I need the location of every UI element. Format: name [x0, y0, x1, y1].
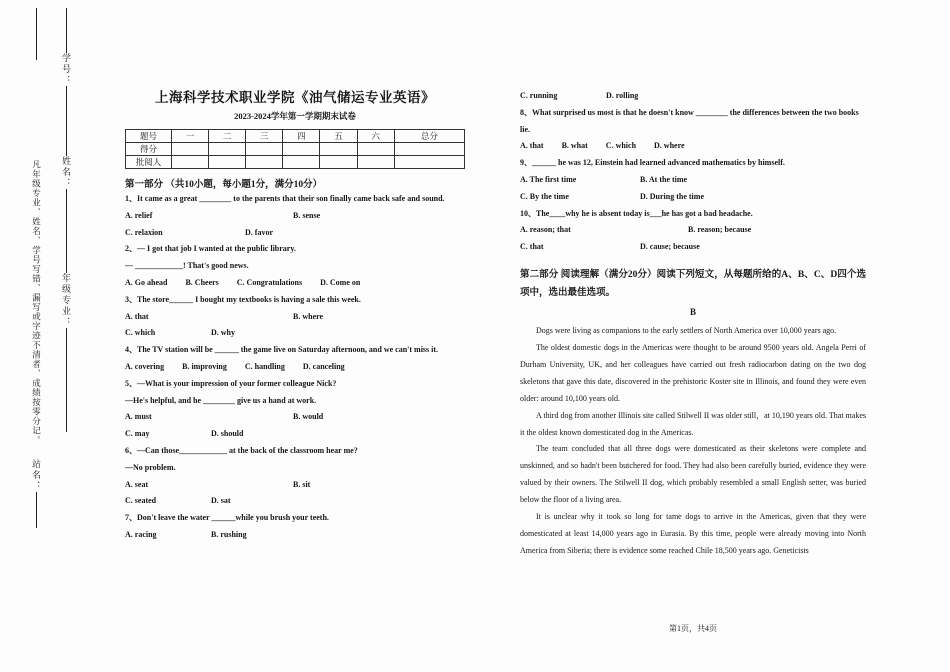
score-col-4: 四 [283, 130, 320, 143]
reading-passage [520, 323, 866, 560]
score-table-header-row [126, 130, 465, 143]
option-a: A. that [520, 141, 544, 151]
option-b: B. reason; because [688, 225, 752, 235]
option-row [125, 426, 465, 443]
seal-instruction-text: 凡年级专业、姓名、学号写错、漏写或字迹不清者、成绩按零分记。 [31, 160, 42, 445]
option-a: A. relief [125, 210, 153, 220]
part1-heading: 第一部分 （共10小题，每小题1分，满分10分） [125, 180, 323, 190]
option-d: D. why [211, 328, 236, 338]
score-col-5: 五 [320, 130, 357, 143]
score-row [126, 143, 465, 156]
name-field-label: 姓名： [61, 156, 71, 189]
option-d: D. During the time [640, 191, 704, 201]
station-blank-line [36, 492, 37, 528]
exam-title: 上海科学技术职业学院《油气储运专业英语》 [155, 90, 435, 105]
option-row [520, 239, 866, 256]
option-d: D. should [211, 429, 244, 439]
option-b: B. would [293, 412, 324, 422]
question-stem: —He's helpful, and he ________ give us a hand at work. [125, 395, 317, 405]
question-7 [125, 510, 465, 544]
option-b: B. At the time [640, 174, 688, 184]
option-row [520, 88, 866, 105]
score-col-3: 三 [246, 130, 283, 143]
option-c: C. that [520, 242, 544, 252]
question-stem: 6、—Can those____________ at the back of the classroom hear me? [125, 445, 358, 455]
passage-paragraph: It is unclear why it took so long for tame dogs to arrive in the Americas, given that they were domesticated at least 14,000 years ago in Eurasia. By this time, people were already moving into North America from Siberia; there is evidence some reached Chile 18,500 years ago. Geneticists [520, 512, 866, 556]
option-c: C. seated [125, 496, 157, 506]
exam-subtitle: 2023-2024学年第一学期期末试卷 [234, 111, 356, 121]
question-stem: 7、Don't leave the water ______while you brush your teeth. [125, 513, 329, 523]
option-b: B. sense [293, 210, 321, 220]
score-cell-empty [357, 156, 394, 169]
question-3 [125, 292, 465, 342]
score-cell-empty [320, 143, 357, 156]
question-stem: 9、______ he was 12, Einstein had learned advanced mathematics by himself. [520, 158, 785, 168]
option-b: B. Cheers [185, 277, 219, 287]
question-stem: 2、— I got that job I wanted at the public library. [125, 244, 296, 254]
passage-label: B [689, 307, 696, 317]
option-d: D. favor [245, 227, 273, 237]
score-cell-empty [283, 156, 320, 169]
left-column [125, 86, 465, 544]
question-1 [125, 191, 465, 241]
option-a: A. The first time [520, 174, 577, 184]
question-stem: 4、The TV station will be ______ the game live on Saturday afternoon, and we can't miss it. [125, 345, 439, 355]
option-c: C. Congratulations [236, 277, 303, 287]
right-column [520, 88, 866, 560]
option-a: A. seat [125, 479, 149, 489]
score-col-2: 二 [209, 130, 246, 143]
option-a: A. Go ahead [125, 277, 168, 287]
question-10 [520, 206, 866, 256]
option-c: C. handling [244, 361, 285, 371]
option-b: B. where [293, 311, 324, 321]
question-8 [520, 105, 866, 155]
score-col-6: 六 [357, 130, 394, 143]
score-cell-empty [320, 156, 357, 169]
option-c: C. which [125, 328, 156, 338]
option-row [520, 172, 866, 189]
option-row [125, 477, 465, 494]
question-stem: 10、The____why he is absent today is___he has got a bad headache. [520, 208, 753, 218]
reviewer-row-label: 批阅人 [126, 156, 172, 169]
blank-line [66, 8, 67, 53]
question-stem: 5、—What is your impression of your former colleague Nick? [125, 378, 337, 388]
option-d: D. Come on [320, 277, 361, 287]
question-stem: 3、The store______ I bought my textbooks is having a sale this week. [125, 294, 361, 304]
option-b: B. rushing [211, 529, 247, 539]
score-cell-empty [246, 143, 283, 156]
option-c: C. may [125, 429, 150, 439]
score-col-1: 一 [172, 130, 209, 143]
option-c: C. By the time [520, 191, 569, 201]
option-row [125, 225, 465, 242]
option-a: A. racing [125, 529, 157, 539]
seal-margin-outer-column [30, 8, 43, 528]
page-footer: 第1页，共4页 [669, 624, 717, 633]
option-row [125, 359, 465, 376]
question-4 [125, 342, 465, 376]
option-row [125, 409, 465, 426]
question-2 [125, 241, 465, 291]
student-id-blank-line [66, 86, 67, 156]
option-c: C. which [605, 141, 637, 151]
option-b: B. improving [182, 361, 227, 371]
option-d: D. where [654, 141, 685, 151]
score-row-label: 得分 [126, 143, 172, 156]
passage-paragraph: Dogs were living as companions to the early settlers of North America over 10,000 years ago. [536, 325, 837, 335]
option-c: C. running [520, 91, 558, 100]
option-b: B. what [561, 141, 588, 151]
score-cell-empty [209, 143, 246, 156]
station-field-label: 站名： [31, 459, 41, 492]
name-blank-line [66, 189, 67, 273]
option-d: D. cause; because [640, 242, 700, 252]
student-id-field-label: 学号： [61, 53, 71, 86]
passage-paragraph: The team concluded that all three dogs were domesticated as their skeletons were complete and unskinned, and so hadn't been butchered for food. They had also been carefully buried, evidence they were valued by their owners. The Stilwell II dog, which probably resembled a small English setter, was buried below the floor of a living area. [520, 444, 866, 505]
question-5 [125, 376, 465, 443]
score-table-corner-cell: 题号 [126, 130, 172, 143]
question-stem: —No problem. [125, 462, 176, 472]
question-stem: 8、What surprised us most is that he doesn't know ________ the differences between the two books lie. [520, 107, 859, 134]
option-row [125, 309, 465, 326]
score-col-total: 总分 [394, 130, 464, 143]
option-a: A. must [125, 412, 152, 422]
option-row [125, 275, 465, 292]
option-d: D. sat [211, 496, 231, 506]
option-a: A. covering [125, 361, 165, 371]
question-6 [125, 443, 465, 510]
option-b: B. sit [293, 479, 311, 489]
score-cell-empty [394, 156, 464, 169]
score-cell-empty [172, 143, 209, 156]
option-row [520, 222, 866, 239]
option-a: A. that [125, 311, 149, 321]
option-row [520, 189, 866, 206]
question-stem: — ____________! That's good news. [125, 261, 249, 271]
option-row [125, 325, 465, 342]
reviewer-row [126, 156, 465, 169]
question-stem: 1、It came as a great ________ to the parents that their son finally came back safe and sound. [125, 194, 445, 203]
score-cell-empty [246, 156, 283, 169]
option-c: C. relaxion [125, 227, 163, 237]
option-row [125, 208, 465, 225]
score-cell-empty [209, 156, 246, 169]
score-cell-empty [283, 143, 320, 156]
option-a: A. reason; that [520, 225, 571, 235]
question-9 [520, 155, 866, 205]
binding-line [36, 8, 37, 60]
passage-paragraph: A third dog from another Illinois site called Stilwell II was older still，at 10,190 years old. That makes it the oldest known domesticated dog in the Americas. [520, 410, 866, 437]
part2-heading: 第二部分 阅读理解（满分20分）阅读下列短文，从每题所给的A、B、C、D四个选项中，选出最佳选项。 [520, 269, 866, 299]
passage-paragraph: The oldest domestic dogs in the Americas were thought to be around 9500 years old. Angela Perri of Durham University, UK, and her colleagues have carried out fresh radiocarbon dating on the two dog skeletons that gave this date, discovered in the prehistoric Koster site in Illinois, and found they were even older: around 10,100 years old. [520, 342, 866, 403]
option-d: D. rolling [606, 91, 639, 100]
score-cell-empty [172, 156, 209, 169]
option-row [520, 138, 866, 155]
seal-margin-inner-column [60, 8, 73, 432]
option-d: D. canceling [302, 361, 345, 371]
option-row [125, 493, 465, 510]
major-field-label: 年级专业： [61, 273, 71, 328]
score-cell-empty [357, 143, 394, 156]
score-table [125, 129, 465, 169]
major-blank-line [66, 328, 67, 432]
question-7-continued [520, 88, 866, 105]
score-cell-empty [394, 143, 464, 156]
option-row [125, 527, 465, 544]
